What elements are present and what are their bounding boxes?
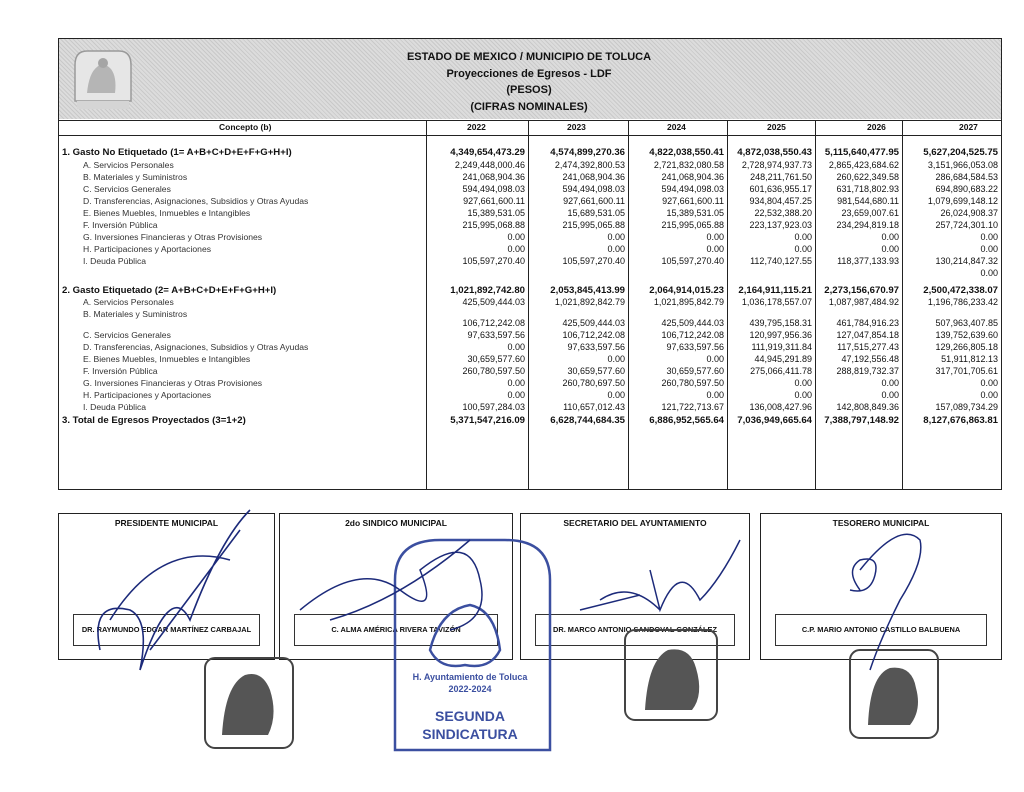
cell-value: 118,377,133.93 [837,256,899,266]
table-row [59,244,1001,255]
column-header-2026: 2026 [867,122,886,132]
column-header-row [59,120,1001,136]
cell-value: 2,273,156,670.97 [824,285,899,296]
cell-value: 7,388,797,148.92 [824,415,899,426]
cell-value: 0.00 [980,268,998,278]
column-header-2023: 2023 [567,122,586,132]
cell-value: 425,509,444.03 [462,297,525,307]
row-label: F. Inversión Pública [83,366,158,376]
cell-value: 97,633,597.56 [567,342,625,352]
cell-value: 927,661,600.11 [563,196,625,206]
signature-role: TESORERO MUNICIPAL [832,518,930,528]
cell-value: 461,784,916.23 [836,318,899,328]
signature-name: DR. RAYMUNDO EDGAR MARTÍNEZ CARBAJAL [73,614,260,646]
cell-value: 1,087,987,484.92 [828,297,899,307]
row-label: 1. Gasto No Etiquetado (1= A+B+C+D+E+F+G+H+I) [62,147,292,158]
cell-value: 2,474,392,800.53 [554,160,625,170]
cell-value: 97,633,597.56 [666,342,724,352]
cell-value: 5,627,204,525.75 [923,147,998,158]
table-row [59,268,1001,279]
cell-value: 111,919,311.84 [751,342,812,352]
row-label: D. Transferencias, Asignaciones, Subsidios y Otras Ayudas [83,196,309,206]
table-row [59,390,1001,401]
cell-value: 0.00 [881,244,899,254]
cell-value: 6,886,952,565.64 [649,415,724,426]
cell-value: 0.00 [794,378,812,388]
row-label: C. Servicios Generales [83,184,171,194]
table-row [59,232,1001,243]
cell-value: 1,021,895,842.79 [653,297,724,307]
signature-name: C.P. MARIO ANTONIO CASTILLO BALBUENA [775,614,987,646]
cell-value: 248,211,761.50 [750,172,812,182]
cell-value: 260,780,697.50 [562,378,625,388]
cell-value: 2,053,845,413.99 [550,285,625,296]
cell-value: 121,722,713.67 [661,402,724,412]
cell-value: 0.00 [507,232,525,242]
cell-value: 594,494,098.03 [661,184,724,194]
cell-value: 1,079,699,148.12 [927,196,998,206]
cell-value: 927,661,600.11 [463,196,525,206]
cell-value: 5,371,547,216.09 [450,415,525,426]
cell-value: 0.00 [881,378,899,388]
cell-value: 7,036,949,665.64 [737,415,812,426]
cell-value: 1,036,178,557.07 [741,297,812,307]
column-header-2025: 2025 [767,122,786,132]
cell-value: 927,661,600.11 [662,196,724,206]
signatures-overlay [0,500,1024,792]
cell-value: 594,494,098.03 [462,184,525,194]
cell-value: 139,752,639.60 [935,330,998,340]
table-row [59,415,1001,426]
cell-value: 215,995,065.88 [562,220,625,230]
cell-value: 120,997,956.36 [749,330,812,340]
cell-value: 425,509,444.03 [661,318,724,328]
cell-value: 4,822,038,550.41 [649,147,724,158]
cell-value: 241,068,904.36 [462,172,525,182]
table-row [59,196,1001,207]
stamp-line-2: 2022-2024 [448,684,492,694]
signature-name: C. ALMA AMÉRICA RIVERA TAVIZÓN [294,614,498,646]
table-row [59,256,1001,267]
cell-value: 0.00 [607,354,625,364]
row-label: B. Materiales y Suministros [83,309,188,319]
cell-value: 425,509,444.03 [562,318,625,328]
cell-value: 15,389,531.05 [467,208,525,218]
cell-value: 2,721,832,080.58 [653,160,724,170]
table-row [59,220,1001,231]
cell-value: 0.00 [607,232,625,242]
row-label: D. Transferencias, Asignaciones, Subsidios y Otras Ayudas [83,342,309,352]
table-row [59,297,1001,308]
cell-value: 30,659,577.60 [467,354,525,364]
cell-value: 0.00 [980,232,998,242]
cell-value: 439,795,158.31 [749,318,812,328]
cell-value: 129,266,805.18 [935,342,998,352]
table-row [59,342,1001,353]
cell-value: 4,574,899,270.36 [550,147,625,158]
cell-value: 44,945,291.89 [754,354,812,364]
projection-table [58,38,1002,490]
cell-value: 97,633,597.56 [467,330,525,340]
cell-value: 130,214,847.32 [935,256,998,266]
signature-role: 2do SINDICO MUNICIPAL [345,518,447,528]
cell-value: 0.00 [706,354,724,364]
cell-value: 260,622,349.58 [836,172,899,182]
cell-value: 15,689,531.05 [567,208,625,218]
table-row [59,160,1001,171]
cell-value: 981,544,680.11 [837,196,899,206]
cell-value: 275,066,411.78 [750,366,812,376]
signature-scribble-presidente [98,510,250,670]
cell-value: 215,995,065.88 [661,220,724,230]
cell-value: 23,659,007.61 [841,208,899,218]
cell-value: 601,636,955.17 [749,184,812,194]
cell-value: 0.00 [507,244,525,254]
table-row [59,330,1001,341]
stamp-line-4: SINDICATURA [422,726,518,742]
cell-value: 2,164,911,115.21 [738,285,812,296]
cell-value: 0.00 [507,378,525,388]
cell-value: 317,701,705.61 [935,366,998,376]
cell-value: 2,249,448,000.46 [454,160,525,170]
cell-value: 110,657,012.43 [563,402,625,412]
signature-role: SECRETARIO DEL AYUNTAMIENTO [563,518,707,528]
cell-value: 0.00 [706,244,724,254]
cell-value: 594,494,098.03 [562,184,625,194]
cell-value: 2,728,974,937.73 [741,160,812,170]
cell-value: 6,628,744,684.35 [550,415,625,426]
seal-presidente-icon [205,658,293,748]
cell-value: 5,115,640,477.95 [824,147,899,158]
cell-value: 26,024,908.37 [940,208,998,218]
row-label: H. Participaciones y Aportaciones [83,244,212,254]
cell-value: 15,389,531.05 [666,208,724,218]
cell-value: 4,872,038,550.43 [737,147,812,158]
column-header-2022: 2022 [467,122,486,132]
row-label: H. Participaciones y Aportaciones [83,390,212,400]
column-header-concepto: Concepto (b) [219,122,272,132]
cell-value: 934,804,457.25 [749,196,812,206]
cell-value: 0.00 [881,232,899,242]
cell-value: 106,712,242.08 [462,318,525,328]
cell-value: 136,008,427.96 [749,402,812,412]
cell-value: 694,890,683.22 [935,184,998,194]
cell-value: 127,047,854.18 [836,330,899,340]
cell-value: 4,349,654,473.29 [450,147,525,158]
cell-value: 0.00 [706,232,724,242]
cell-value: 507,963,407.85 [935,318,998,328]
cell-value: 2,500,472,338.07 [923,285,998,296]
signature-role: PRESIDENTE MUNICIPAL [114,518,219,528]
row-label: G. Inversiones Financieras y Otras Provisiones [83,378,263,388]
document-title [279,49,779,115]
row-label: I. Deuda Pública [83,402,147,412]
cell-value: 215,995,068.88 [462,220,525,230]
table-row [59,184,1001,195]
title-line-3: (PESOS) [506,84,552,96]
cell-value: 100,597,284.03 [462,402,525,412]
cell-value: 0.00 [607,390,625,400]
table-row [59,378,1001,389]
row-label: C. Servicios Generales [83,330,171,340]
table-row [59,147,1001,158]
cell-value: 47,192,556.48 [841,354,899,364]
cell-value: 0.00 [607,244,625,254]
cell-value: 241,068,904.36 [661,172,724,182]
cell-value: 157,089,734.29 [935,402,998,412]
cell-value: 257,724,301.10 [935,220,998,230]
cell-value: 631,718,802.93 [836,184,899,194]
cell-value: 260,780,597.50 [661,378,724,388]
cell-value: 0.00 [794,390,812,400]
cell-value: 0.00 [507,342,525,352]
cell-value: 234,294,819.18 [836,220,899,230]
cell-value: 30,659,577.60 [567,366,625,376]
cell-value: 2,865,423,684.62 [828,160,899,170]
cell-value: 105,597,270.40 [462,256,525,266]
signature-scribble-secretario [580,540,740,610]
cell-value: 288,819,732.37 [836,366,899,376]
table-row [59,402,1001,413]
signature-name: DR. MARCO ANTONIO SANDOVAL GONZÁLEZ [535,614,735,646]
cell-value: 0.00 [794,244,812,254]
cell-value: 22,532,388.20 [754,208,812,218]
cell-value: 51,911,812.13 [941,354,998,364]
signature-scribble-sindico [300,540,482,630]
row-label: G. Inversiones Financieras y Otras Provisiones [83,232,263,242]
title-line-1: ESTADO DE MEXICO / MUNICIPIO DE TOLUCA [406,51,652,63]
row-label: I. Deuda Pública [83,256,147,266]
cell-value: 112,740,127.55 [750,256,812,266]
column-header-2027: 2027 [959,122,978,132]
row-label: E. Bienes Muebles, Inmuebles e Intangibles [83,208,251,218]
row-label: F. Inversión Pública [83,220,158,230]
cell-value: 0.00 [507,390,525,400]
cell-value: 1,021,892,742.80 [450,285,525,296]
title-line-4: (CIFRAS NOMINALES) [470,100,588,113]
cell-value: 106,712,242.08 [562,330,625,340]
cell-value: 105,597,270.40 [661,256,724,266]
cell-value: 1,196,786,233.42 [927,297,998,307]
cell-value: 8,127,676,863.81 [923,415,998,426]
toluca-logo [67,43,139,113]
row-label: A. Servicios Personales [83,297,174,307]
table-row [59,354,1001,365]
cell-value: 106,712,242.08 [661,330,724,340]
table-row [59,208,1001,219]
row-label: A. Servicios Personales [83,160,174,170]
cell-value: 105,597,270.40 [562,256,625,266]
cell-value: 260,780,597.50 [462,366,525,376]
cell-value: 0.00 [980,244,998,254]
row-label: 3. Total de Egresos Proyectados (3=1+2) [62,415,246,426]
cell-value: 0.00 [706,390,724,400]
stamp-line-1: H. Ayuntamiento de Toluca [412,672,528,682]
cell-value: 0.00 [980,378,998,388]
table-row [59,285,1001,296]
cell-value: 241,068,904.36 [562,172,625,182]
title-line-2: Proyecciones de Egresos - LDF [446,67,612,80]
seal-tesorero-icon [850,650,938,738]
row-label: 2. Gasto Etiquetado (2= A+B+C+D+E+F+G+H+I) [62,285,277,296]
cell-value: 1,021,892,842.79 [554,297,625,307]
table-row [59,172,1001,183]
cell-value: 0.00 [881,390,899,400]
stamp-line-3: SEGUNDA [434,708,505,724]
row-label: E. Bienes Muebles, Inmuebles e Intangibles [83,354,251,364]
cell-value: 2,064,914,015.23 [649,285,724,296]
row-label: B. Materiales y Suministros [83,172,188,182]
cell-value: 223,137,923.03 [749,220,812,230]
cell-value: 142,808,849.36 [836,402,899,412]
cell-value: 117,515,277.43 [837,342,899,352]
cell-value: 286,684,584.53 [935,172,998,182]
seal-secretario-icon [625,630,717,720]
cell-value: 3,151,966,053.08 [927,160,998,170]
table-row [59,366,1001,377]
cell-value: 30,659,577.60 [666,366,724,376]
table-row [59,318,1001,329]
cell-value: 0.00 [794,232,812,242]
column-header-2024: 2024 [667,122,686,132]
cell-value: 0.00 [980,390,998,400]
